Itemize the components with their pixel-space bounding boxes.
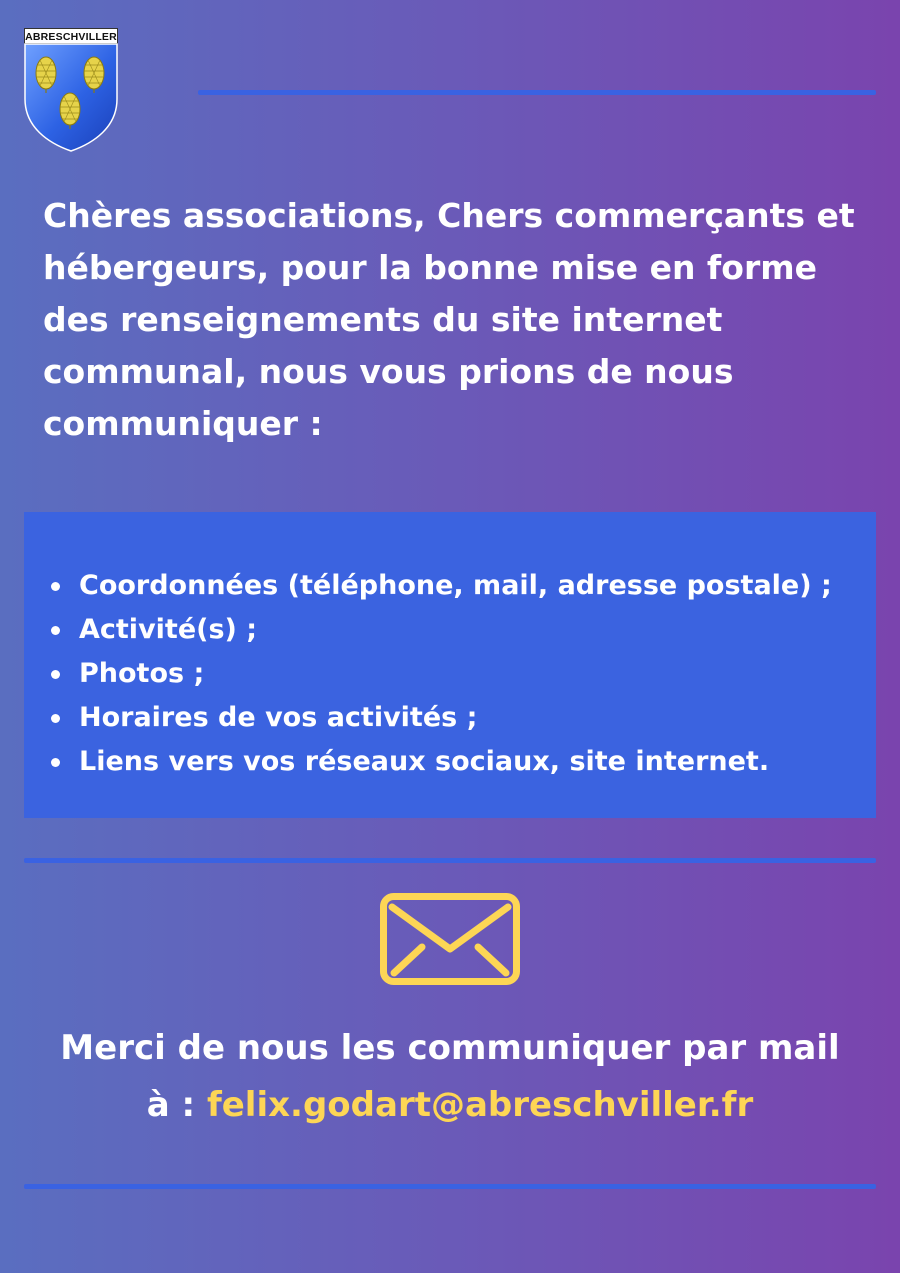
list-item [48, 564, 832, 608]
list-item [48, 740, 832, 784]
bullet-icon [51, 626, 60, 635]
email-link[interactable]: felix.godart@abreschviller.fr [206, 1085, 754, 1125]
list-item [48, 696, 832, 740]
coat-of-arms-logo [24, 28, 118, 152]
intro-text: Chères associations, Chers commerçants et hébergeurs, pour la bonne mise en forme des renseignements du site internet communal, nous vous prions de nous communiquer : [43, 196, 855, 443]
divider-top [198, 90, 876, 95]
envelope-icon [380, 893, 520, 985]
list-item-text: Activité(s) ; [79, 614, 258, 645]
bullet-icon [51, 670, 60, 679]
requested-info-box [24, 512, 876, 818]
shield-icon [24, 43, 118, 153]
bullet-icon [51, 582, 60, 591]
divider-bottom [24, 1184, 876, 1189]
divider-middle [24, 858, 876, 863]
list-item [48, 608, 832, 652]
list-item-text: Liens vers vos réseaux sociaux, site internet. [79, 746, 770, 777]
list-item-text: Photos ; [79, 658, 205, 689]
closing-line: Merci de nous les communiquer par mail [60, 1028, 840, 1068]
list-item [48, 652, 832, 696]
closing-prefix: à : [146, 1085, 207, 1125]
closing-message [0, 1020, 900, 1134]
crest-label: ABRESCHVILLER [24, 28, 118, 44]
list-item-text: Horaires de vos activités ; [79, 702, 478, 733]
bullet-icon [51, 714, 60, 723]
bullet-icon [51, 758, 60, 767]
list-item-text: Coordonnées (téléphone, mail, adresse postale) ; [79, 570, 832, 601]
requested-info-list [48, 564, 832, 784]
